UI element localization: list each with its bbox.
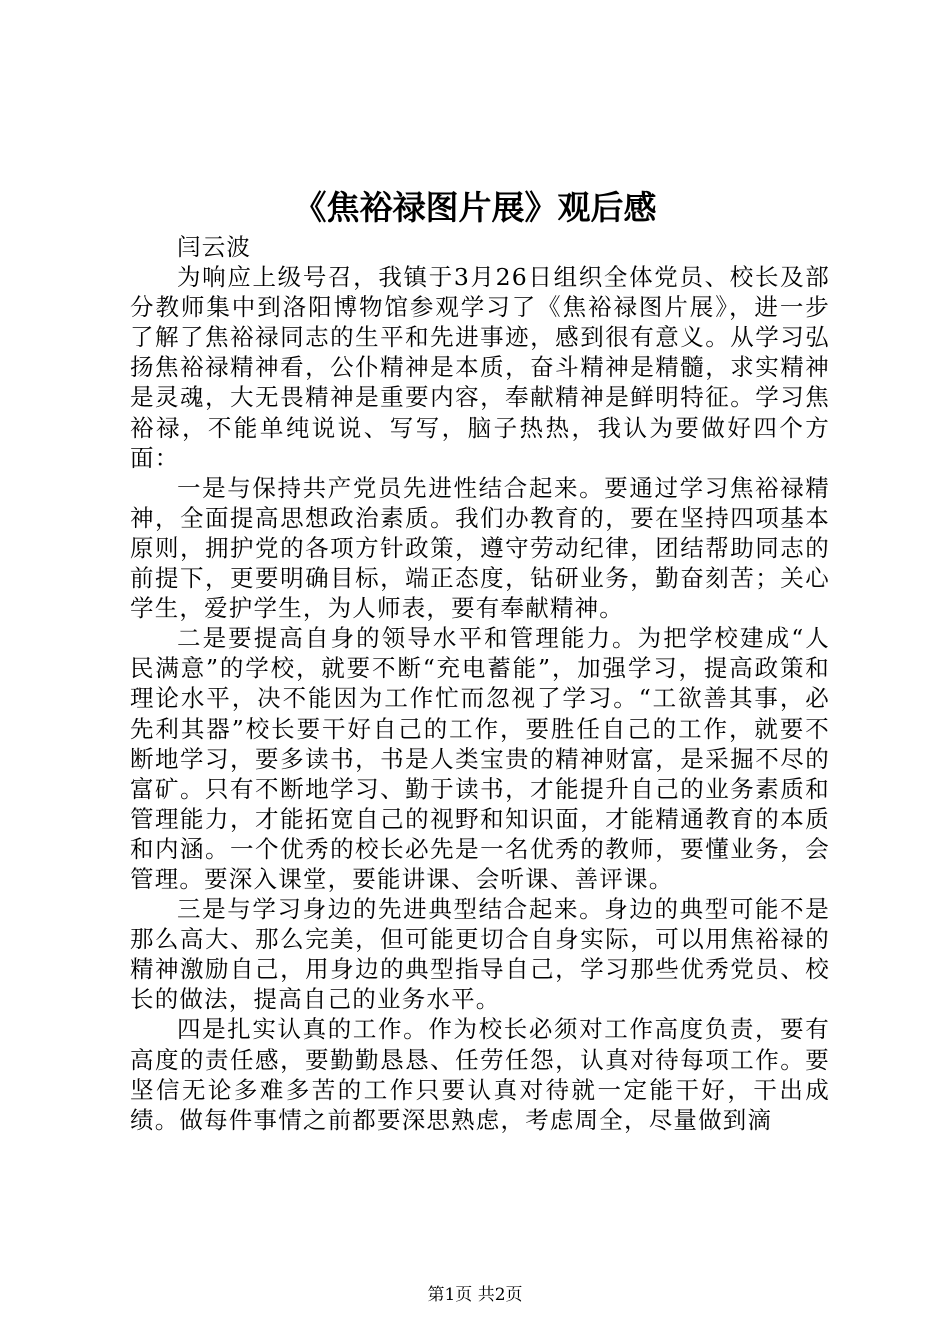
page-number-footer: 第1页 共2页 — [427, 1285, 523, 1305]
document-title: 《焦裕禄图片展》观后感 — [293, 188, 657, 227]
paragraph-intro: 为响应上级号召，我镇于3月26日组织全体党员、校长及部分教师集中到洛阳博物馆参观学习了《焦裕禄图片展》，进一步了解了焦裕禄同志的生平和先进事迹，感到很有意义。从学习弘扬焦裕禄精神看，公仆精神是本质，奋斗精神是精髓，求实精神是灵魂，大无畏精神是重要内容，奉献精神是鲜明特征。学习焦裕禄，不能单纯说说、写写，脑子热热，我认为要做好四个方面： — [130, 263, 830, 472]
author-name: 闫云波 — [177, 233, 252, 261]
paragraph-point-three: 三是与学习身边的先进典型结合起来。身边的典型可能不是那么高大、那么完美，但可能更切合自身实际，可以用焦裕禄的精神激励自己，用身边的典型指导自己，学习那些优秀党员、校长的做法，提高自己的业务水平。 — [130, 895, 830, 1014]
paragraph-point-four: 四是扎实认真的工作。作为校长必须对工作高度负责，要有高度的责任感，要勤勤恳恳、任劳任怨，认真对待每项工作。要坚信无论多难多苦的工作只要认真对待就一定能干好，干出成绩。做每件事情之前都要深思熟虑，考虑周全，尽量做到滴 — [130, 1015, 830, 1134]
paragraph-point-two: 二是要提高自身的领导水平和管理能力。为把学校建成“人民满意”的学校，就要不断“充电蓄能”，加强学习，提高政策和理论水平，决不能因为工作忙而忽视了学习。“工欲善其事，必先利其器”校长要干好自己的工作，要胜任自己的工作，就要不断地学习，要多读书，书是人类宝贵的精神财富，是采掘不尽的富矿。只有不断地学习、勤于读书，才能提升自己的业务素质和管理能力，才能拓宽自己的视野和知识面，才能精通教育的本质和内涵。一个优秀的校长必先是一名优秀的教师，要懂业务，会管理。要深入课堂，要能讲课、会听课、善评课。 — [130, 624, 830, 893]
document-body — [130, 232, 830, 1135]
paragraph-point-one: 一是与保持共产党员先进性结合起来。要通过学习焦裕禄精神，全面提高思想政治素质。我们办教育的，要在坚持四项基本原则，拥护党的各项方针政策，遵守劳动纪律，团结帮助同志的前提下，更要明确目标，端正态度，钻研业务，勤奋刻苦；关心学生，爱护学生，为人师表，要有奉献精神。 — [130, 473, 830, 623]
